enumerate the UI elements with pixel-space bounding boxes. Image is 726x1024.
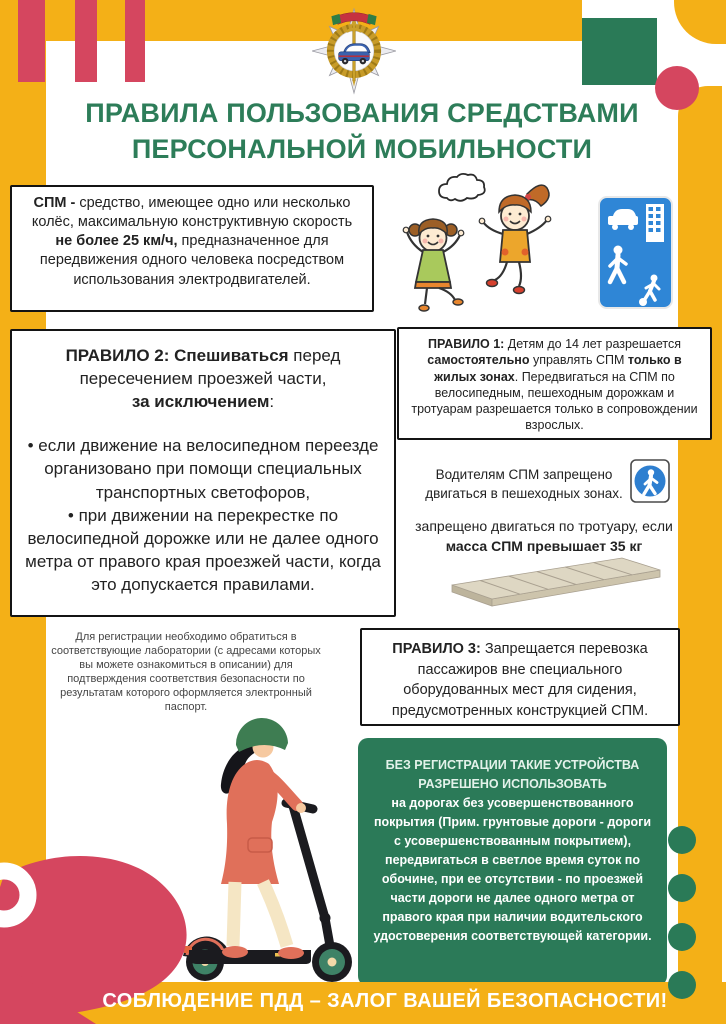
red-bar-decor	[18, 0, 45, 82]
rule2-heading	[25, 344, 381, 413]
rule1-label: ПРАВИЛО 1:	[427, 337, 505, 351]
red-bar-decor	[125, 0, 145, 82]
residential-zone-sign-icon	[598, 196, 673, 309]
pedestrian-zone-sign-icon	[630, 459, 670, 503]
sidewalk-ban-line2: масса СПМ превышает 35 кг	[445, 538, 643, 555]
definition-text: средство, имеющее одно или несколько колёс, максимальную конструктивную скорость	[31, 195, 353, 231]
green-dot-decor	[668, 874, 696, 902]
traffic-police-emblem-icon	[312, 5, 396, 97]
children-playing-illustration	[395, 172, 585, 317]
rule2-bullet-item: • если движение на велосипедном переезде организовано при помощи специальных транспортных светофоров,	[27, 436, 379, 502]
page-title-line2: ПЕРСОНАЛЬНОЙ МОБИЛЬНОСТИ	[131, 134, 593, 164]
pavement-slab-icon	[446, 549, 666, 607]
rule2-heading-rest: перед пересечением проезжей части,	[79, 346, 341, 389]
rule2-heading-bold: ПРАВИЛО 2: Спешиваться	[65, 346, 289, 365]
no-registration-info-box	[358, 738, 667, 986]
registration-note: Для регистрации необходимо обратиться в соответствующие лаборатории (с адресами которых вы можете ознакомиться в описании) для подтверждения соответствия безопасности по результатам которого оформляется электронный паспорт.	[51, 631, 321, 714]
corner-yellow-shape	[674, 0, 726, 44]
green-box-body: на дорогах без усовершенствованного покрытия (Прим. грунтовые дороги - дороги с усовершенствованным покрытием), передвигаться в светлое время суток по обочине, при ее отсутствии - по проезжей части дороги не далее одного метра от правого края при наличии водительского удостоверения соответствующей категории.	[373, 796, 652, 943]
green-dot-decor	[668, 923, 696, 951]
girl-orange-top-icon	[479, 185, 551, 293]
green-box-title-line2: РАЗРЕШЕНО ИСПОЛЬЗОВАТЬ	[418, 777, 607, 791]
definition-speed: не более 25 км/ч,	[55, 233, 178, 250]
pedestrian-ban-text: Водителям СПМ запрещено двигаться в пешеходных зонах.	[425, 467, 623, 501]
green-dot-decor	[668, 826, 696, 854]
page-title-line1: ПРАВИЛА ПОЛЬЗОВАНИЯ СРЕДСТВАМИ	[85, 98, 639, 128]
green-box-title-line1: БЕЗ РЕГИСТРАЦИИ ТАКИЕ УСТРОЙСТВА	[385, 758, 640, 772]
rule2-box	[10, 329, 396, 617]
rule2-exception-colon: :	[269, 392, 275, 412]
definition-text2: предназначенное для передвижения одного человека посредством использования электродвигателей.	[39, 233, 345, 288]
woman-on-scooter-icon	[175, 712, 360, 987]
spm-definition-box	[10, 185, 374, 312]
footer-slogan: СОБЛЮДЕНИЕ ПДД – ЗАЛОГ ВАШЕЙ БЕЗОПАСНОСТИ!	[102, 990, 668, 1012]
rule2-bullet-item: • при движении на перекрестке по велосипедной дорожке или не далее одного метра от правого края проезжей части, когда это допускается правилами.	[25, 505, 381, 594]
definition-term: СПМ -	[33, 195, 76, 211]
rule2-exception-bold: за исключением	[131, 392, 270, 412]
page-title	[46, 95, 678, 167]
sidewalk-ban-line1: запрещено двигаться по тротуару, если	[415, 518, 673, 534]
rule2-bullet-list	[25, 434, 381, 596]
rule3-label: ПРАВИЛО 3:	[392, 641, 481, 657]
cloud-doodle-icon	[439, 174, 485, 201]
girl-green-dress-icon	[403, 219, 464, 311]
red-bar-decor	[75, 0, 97, 82]
rule3-box: ПРАВИЛО 3: Запрещается перевозка пассажиров вне специального оборудованных мест для сидения, предусмотренных конструкцией СПМ.	[360, 628, 680, 726]
green-rectangle-decor	[582, 18, 657, 85]
rule1-box: ПРАВИЛО 1: Детям до 14 лет разрешается самостоятельно управлять СПМ только в жилых зонах. Передвигаться на СПМ по велосипедным, пешеходным дорожкам и тротуарам разрешается только в сопровождении взрослых.	[397, 327, 712, 440]
